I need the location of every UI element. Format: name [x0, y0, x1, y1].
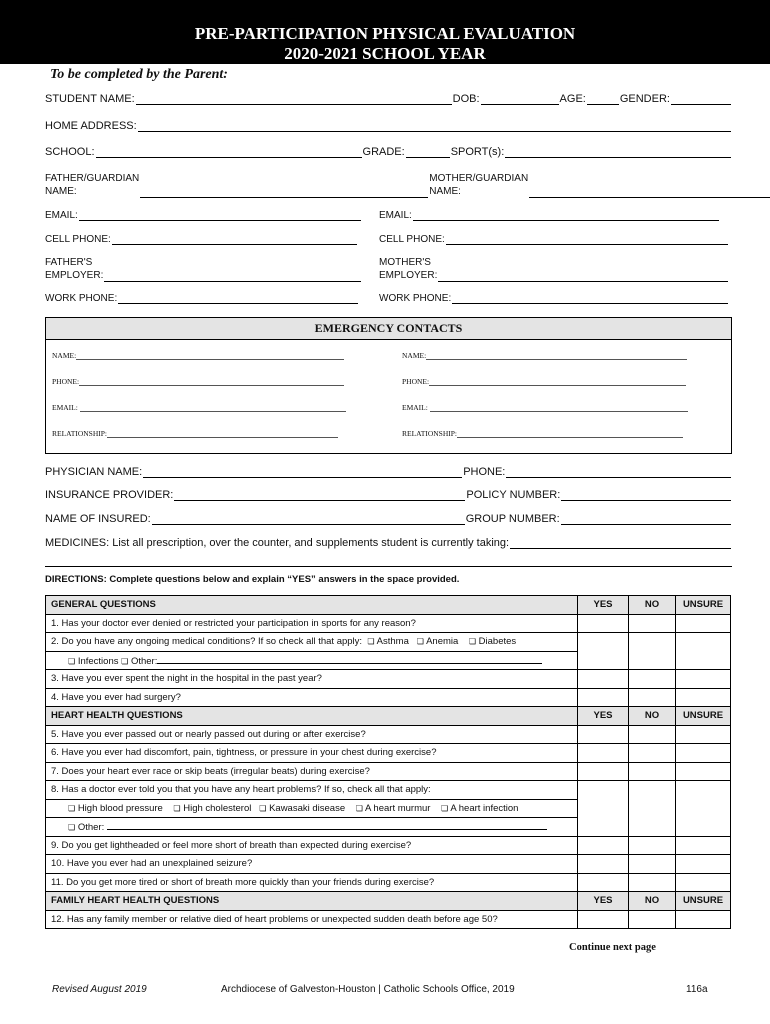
age-label: AGE: [559, 93, 586, 105]
no-column-header: NO [629, 892, 676, 911]
group-number-label: GROUP NUMBER: [465, 513, 560, 525]
checkbox-icon[interactable]: ❏ [259, 803, 267, 813]
other-heart-problem-field[interactable] [107, 820, 547, 830]
student-row [45, 93, 732, 105]
emergency-name-label-1: NAME: [52, 351, 77, 360]
physician-row [45, 466, 732, 478]
footer-organization: Archdiocese of Galveston-Houston | Catholic Schools Office, 2019 [221, 984, 515, 995]
school-row [45, 146, 732, 158]
question-6: 6. Have you ever had discomfort, pain, tightness, or pressure in your chest during exercise? [46, 744, 578, 763]
question-row [46, 873, 731, 892]
age-field[interactable] [587, 93, 619, 105]
question-10: 10. Have you ever had an unexplained seizure? [46, 855, 578, 874]
yes-cell[interactable] [578, 688, 629, 707]
question-2-text: 2. Do you have any ongoing medical conditions? If so check all that apply: [51, 636, 363, 648]
heart-health-header: HEART HEALTH QUESTIONS [46, 707, 578, 726]
emergency-relationship-row [52, 429, 727, 438]
emergency-name-row [52, 351, 727, 360]
father-cell-label: CELL PHONE: [45, 234, 111, 245]
question-11: 11. Do you get more tired or short of breath more quickly than your friends during exercise? [46, 873, 578, 892]
no-column-header: NO [629, 707, 676, 726]
question-row [46, 855, 731, 874]
question-row [46, 725, 731, 744]
question-9: 9. Do you get lightheaded or feel more short of breath than expected during exercise? [46, 836, 578, 855]
option-kawasaki-disease: Kawasaki disease [269, 802, 346, 814]
emergency-relationship-field-1[interactable] [107, 430, 338, 438]
physician-name-label: PHYSICIAN NAME: [45, 466, 143, 478]
no-cell[interactable] [629, 688, 676, 707]
unsure-cell[interactable] [676, 762, 731, 781]
family-header-row [46, 892, 731, 911]
no-cell[interactable] [629, 744, 676, 763]
no-cell[interactable] [629, 670, 676, 689]
general-header-row [46, 596, 731, 615]
yes-cell[interactable] [578, 910, 629, 929]
question-row [46, 781, 731, 800]
insurance-row [45, 489, 732, 501]
father-cell-field[interactable] [112, 233, 357, 245]
question-row [46, 633, 731, 652]
employer-row [45, 256, 732, 282]
student-name-field[interactable] [136, 93, 452, 105]
home-address-row [45, 120, 732, 132]
mother-work-phone-field[interactable] [452, 292, 728, 304]
dob-field[interactable] [481, 93, 559, 105]
form-title-banner [0, 0, 770, 64]
grade-field[interactable] [406, 146, 450, 158]
mother-cell-label: CELL PHONE: [379, 234, 445, 245]
father-employer-field[interactable] [104, 270, 361, 282]
yes-cell[interactable] [578, 744, 629, 763]
emergency-name-field-2[interactable] [426, 352, 687, 360]
mother-email-label: EMAIL: [379, 210, 412, 221]
unsure-cell[interactable] [676, 855, 731, 874]
name-of-insured-field[interactable] [152, 513, 465, 525]
school-field[interactable] [96, 146, 362, 158]
parent-instruction: To be completed by the Parent: [50, 67, 228, 82]
yes-cell[interactable] [578, 762, 629, 781]
question-1: 1. Has your doctor ever denied or restricted your participation in sports for any reason? [46, 614, 578, 633]
father-guardian-label: FATHER/GUARDIAN [45, 173, 140, 184]
yes-column-header: YES [578, 707, 629, 726]
insurance-provider-label: INSURANCE PROVIDER: [45, 489, 174, 501]
mother-cell-field[interactable] [446, 233, 728, 245]
unsure-cell[interactable] [676, 670, 731, 689]
checkbox-icon[interactable]: ❏ [68, 803, 76, 813]
policy-number-field[interactable] [561, 489, 731, 501]
father-name-field[interactable] [140, 186, 428, 198]
option-heart-infection: A heart infection [450, 802, 519, 814]
question-12: 12. Has any family member or relative died of heart problems or unexpected sudden death before age 50? [46, 910, 578, 929]
emergency-relationship-label-2: RELATIONSHIP: [402, 429, 458, 438]
checkbox-icon[interactable]: ❏ [468, 637, 477, 647]
gender-label: GENDER: [619, 93, 670, 105]
emergency-phone-row [52, 377, 727, 386]
emergency-contacts-box [45, 317, 732, 454]
no-cell[interactable] [629, 762, 676, 781]
option-anemia: Anemia [426, 636, 459, 648]
sport-label: SPORT(s): [450, 146, 505, 158]
unsure-cell[interactable] [676, 688, 731, 707]
question-row [46, 614, 731, 633]
page-number: 116a [686, 984, 708, 995]
physician-phone-label: PHONE: [463, 466, 506, 478]
question-row [46, 762, 731, 781]
emergency-email-row [52, 403, 727, 412]
home-address-label: HOME ADDRESS: [45, 120, 137, 132]
yes-cell[interactable] [578, 781, 629, 837]
father-name-label: NAME: [45, 186, 77, 197]
unsure-cell[interactable] [676, 873, 731, 892]
mother-name-label: NAME: [429, 186, 461, 197]
question-5: 5. Have you ever passed out or nearly passed out during or after exercise? [46, 725, 578, 744]
question-row [46, 688, 731, 707]
mother-guardian-label: MOTHER/GUARDIAN [429, 173, 529, 184]
emergency-phone-field-2[interactable] [429, 378, 686, 386]
question-7: 7. Does your heart ever race or skip beats (irregular beats) during exercise? [46, 762, 578, 781]
checkbox-icon[interactable]: ❏ [355, 803, 363, 813]
unsure-column-header: UNSURE [676, 892, 731, 911]
question-row [46, 670, 731, 689]
medicines-field-2[interactable] [45, 555, 732, 567]
yes-cell[interactable] [578, 614, 629, 633]
work-phone-row [45, 292, 732, 304]
physician-phone-field[interactable] [506, 466, 731, 478]
checkbox-icon[interactable]: ❏ [173, 803, 181, 813]
no-cell[interactable] [629, 910, 676, 929]
emergency-email-field-2[interactable] [430, 404, 688, 412]
question-8-options [46, 799, 578, 818]
other-condition-field[interactable] [157, 654, 542, 664]
sport-field[interactable] [505, 146, 731, 158]
mother-name-field[interactable] [529, 186, 770, 198]
name-of-insured-label: NAME OF INSURED: [45, 513, 151, 525]
no-cell[interactable] [629, 725, 676, 744]
unsure-cell[interactable] [676, 725, 731, 744]
form-title: PRE-PARTICIPATION PHYSICAL EVALUATION [194, 24, 576, 43]
yes-column-header: YES [578, 596, 629, 615]
unsure-column-header: UNSURE [676, 707, 731, 726]
emergency-email-field-1[interactable] [80, 404, 346, 412]
medicines-label: MEDICINES: List all prescription, over the counter, and supplements student is currently taking: [45, 537, 510, 549]
yes-cell[interactable] [578, 873, 629, 892]
father-employer-label: EMPLOYER: [45, 270, 104, 281]
emergency-name-field-1[interactable] [76, 352, 344, 360]
gender-field[interactable] [671, 93, 731, 105]
emergency-email-label-2: EMAIL: [402, 403, 428, 412]
checkbox-icon[interactable]: ❏ [68, 656, 76, 666]
unsure-column-header: UNSURE [676, 596, 731, 615]
group-number-field[interactable] [561, 513, 731, 525]
physician-name-field[interactable] [143, 466, 462, 478]
no-cell[interactable] [629, 781, 676, 837]
heart-header-row [46, 707, 731, 726]
question-2-continued [46, 651, 578, 670]
checkbox-icon[interactable]: ❏ [367, 637, 375, 647]
continue-next-page: Continue next page [569, 942, 656, 953]
no-cell[interactable] [629, 614, 676, 633]
revised-date: Revised August 2019 [52, 984, 147, 995]
yes-cell[interactable] [578, 670, 629, 689]
emergency-email-label-1: EMAIL: [52, 403, 78, 412]
policy-number-label: POLICY NUMBER: [466, 489, 561, 501]
checkbox-icon[interactable]: ❏ [121, 656, 129, 666]
directions: DIRECTIONS: Complete questions below and explain “YES” answers in the space provided. [45, 574, 460, 585]
question-row [46, 836, 731, 855]
yes-cell[interactable] [578, 725, 629, 744]
email-row [45, 209, 732, 221]
school-year: 2020-2021 SCHOOL YEAR [284, 44, 486, 63]
question-4: 4. Have you ever had surgery? [46, 688, 578, 707]
grade-label: GRADE: [362, 146, 405, 158]
father-work-phone-field[interactable] [118, 292, 358, 304]
emergency-relationship-label-1: RELATIONSHIP: [52, 429, 108, 438]
no-column-header: NO [629, 596, 676, 615]
emergency-phone-label-1: PHONE: [52, 377, 80, 386]
student-name-label: STUDENT NAME: [45, 93, 135, 105]
question-row [46, 744, 731, 763]
father-email-label: EMAIL: [45, 210, 78, 221]
option-infections: Infections [77, 655, 119, 667]
dob-label: DOB: [452, 93, 480, 105]
option-diabetes: Diabetes [478, 636, 517, 648]
yes-cell[interactable] [578, 836, 629, 855]
mother-work-phone-label: WORK PHONE: [379, 293, 452, 304]
checkbox-icon[interactable]: ❏ [416, 637, 424, 647]
emergency-relationship-field-2[interactable] [457, 430, 683, 438]
mothers-label: MOTHER'S [379, 257, 431, 268]
no-cell[interactable] [629, 855, 676, 874]
checkbox-icon[interactable]: ❏ [68, 823, 76, 833]
option-heart-murmur: A heart murmur [364, 802, 431, 814]
unsure-cell[interactable] [676, 910, 731, 929]
yes-cell[interactable] [578, 855, 629, 874]
unsure-cell[interactable] [676, 744, 731, 763]
general-questions-header: GENERAL QUESTIONS [46, 596, 578, 615]
no-cell[interactable] [629, 873, 676, 892]
guardian-row [45, 172, 732, 198]
checkbox-icon[interactable]: ❏ [441, 803, 449, 813]
mother-employer-field[interactable] [438, 270, 728, 282]
medicines-field[interactable] [510, 537, 731, 549]
unsure-cell[interactable] [676, 633, 731, 670]
father-work-phone-label: WORK PHONE: [45, 293, 118, 304]
medicines-row [45, 537, 732, 549]
question-3: 3. Have you ever spent the night in the hospital in the past year? [46, 670, 578, 689]
medicines-row-2 [45, 555, 732, 567]
no-cell[interactable] [629, 836, 676, 855]
home-address-field[interactable] [138, 120, 731, 132]
unsure-cell[interactable] [676, 781, 731, 837]
insured-row [45, 513, 732, 525]
cell-phone-row [45, 233, 732, 245]
father-email-field[interactable] [79, 209, 361, 221]
emergency-name-label-2: NAME: [402, 351, 427, 360]
option-other: Other: [77, 822, 105, 834]
option-other: Other: [130, 655, 158, 667]
question-8: 8. Has a doctor ever told you that you have any heart problems? If so, check all that apply: [46, 781, 578, 800]
mother-employer-label: EMPLOYER: [379, 270, 438, 281]
no-cell[interactable] [629, 633, 676, 670]
emergency-phone-label-2: PHONE: [402, 377, 430, 386]
emergency-contacts-title: EMERGENCY CONTACTS [46, 318, 731, 340]
option-high-blood-pressure: High blood pressure [77, 802, 163, 814]
insurance-provider-field[interactable] [174, 489, 465, 501]
emergency-phone-field-1[interactable] [79, 378, 344, 386]
unsure-cell[interactable] [676, 614, 731, 633]
yes-column-header: YES [578, 892, 629, 911]
family-heart-health-header: FAMILY HEART HEALTH QUESTIONS [46, 892, 578, 911]
fathers-label: FATHER'S [45, 257, 93, 268]
option-asthma: Asthma [376, 636, 409, 648]
question-2 [46, 633, 578, 652]
question-row [46, 910, 731, 929]
option-high-cholesterol: High cholesterol [183, 802, 252, 814]
question-8-other [46, 818, 578, 837]
unsure-cell[interactable] [676, 836, 731, 855]
mother-email-field[interactable] [413, 209, 719, 221]
questions-table [45, 595, 731, 929]
school-label: SCHOOL: [45, 146, 95, 158]
yes-cell[interactable] [578, 633, 629, 670]
